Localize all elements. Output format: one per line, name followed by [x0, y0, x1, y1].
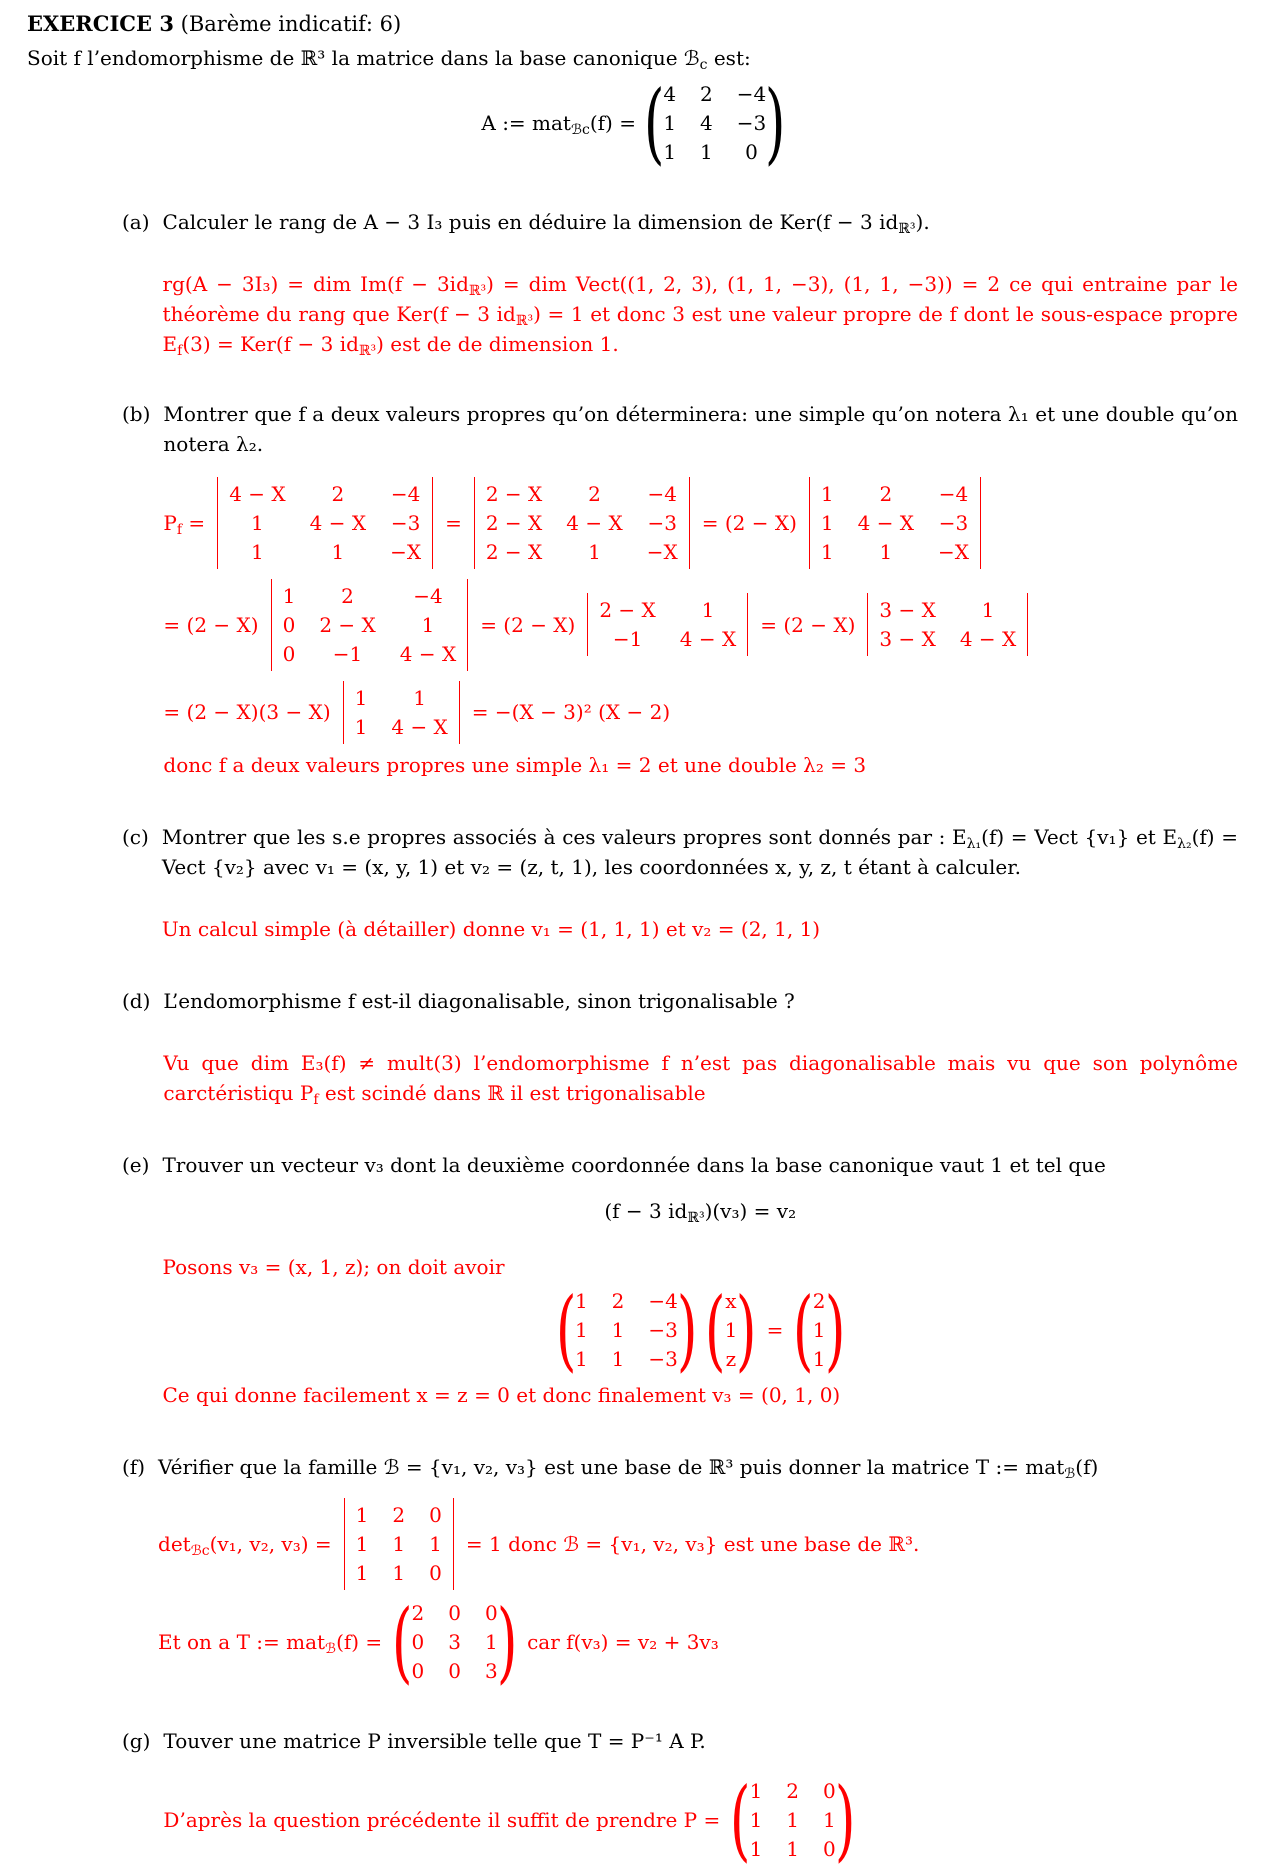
item-e-body — [162, 1150, 1238, 1410]
matrix-cell: 1 — [820, 510, 834, 535]
text-segment: ). — [915, 209, 930, 234]
matrix-cell: 0 — [823, 1778, 836, 1803]
item-e-display-equation — [162, 1196, 1238, 1226]
factor-2-minus-x: = (2 − X) — [163, 612, 259, 637]
matrix-cell: 2 — [700, 81, 713, 106]
matrix-cell: 1 — [701, 598, 715, 622]
left-paren: ( — [705, 1277, 726, 1381]
subscript: ℝ³ — [687, 1209, 705, 1226]
subscript: ℝ³ — [468, 282, 487, 299]
matrix-cell: 1 — [354, 714, 368, 739]
matrix-cell: −4 — [736, 81, 767, 106]
right-paren: ) — [676, 1277, 698, 1381]
matrix-t-lead — [158, 1627, 382, 1657]
text-segment: (f) = — [589, 110, 636, 135]
text-segment: ) = 1 et donc 3 est une valeur propre de f dont le sous-espace propre E — [162, 301, 1238, 356]
item-e-answer-conclusion: Ce qui donne facilement x = z = 0 et donc finalement v₃ = (0, 1, 0) — [162, 1382, 841, 1407]
matrix-cell: −3 — [938, 510, 969, 535]
matrix-cell: 1 — [354, 685, 368, 710]
item-a-body — [163, 207, 1238, 359]
determinant-7 — [343, 681, 460, 744]
matrix-cell: 0 — [823, 1836, 836, 1861]
matrix-cell: −X — [938, 539, 970, 564]
matrix-cell: 0 — [448, 1658, 461, 1683]
matrix-p-grid — [749, 1778, 837, 1862]
matrix-cell: 4 − X — [229, 481, 286, 506]
matrix-cell: 1 — [282, 583, 296, 608]
exercise-title — [27, 8, 1238, 41]
matrix-cell: 0 — [411, 1629, 425, 1654]
matrix-cell: 4 − X — [399, 641, 457, 666]
matrix-p-lead: D’après la question précédente il suffit de prendre P = — [163, 1807, 721, 1832]
matrix-cell: 1 — [429, 1531, 442, 1556]
unknown-vector — [705, 1277, 757, 1381]
subscript: ℬc — [570, 121, 590, 138]
item-c-body — [162, 822, 1238, 944]
matrix-cell: 1 — [812, 1317, 826, 1342]
text-segment: Vérifier que la famille ℬ = {v₁, v₂, v₃} est une base de ℝ³ puis donner la matrice T := mat — [158, 1454, 1065, 1479]
matrix-cell: 1 — [331, 539, 345, 564]
basis-determinant — [344, 1498, 454, 1590]
basis-determinant-line — [158, 1498, 1238, 1590]
subscript: ℬ — [325, 1640, 337, 1657]
matrix-cell: −X — [390, 539, 422, 564]
char-poly-line-2 — [163, 579, 1238, 671]
char-poly-line-3 — [163, 681, 1238, 744]
right-paren: ) — [496, 1589, 518, 1693]
matrix-cell: 1 — [879, 539, 893, 564]
matrix-cell: 0 — [411, 1658, 425, 1683]
matrix-cell: 0 — [745, 139, 758, 164]
factor-product: = (2 − X)(3 − X) — [163, 700, 331, 724]
matrix-cell: 4 − X — [857, 510, 915, 535]
item-g-text: Touver une matrice P inversible telle que T = P⁻¹ A P. — [163, 1728, 706, 1753]
matrix-cell: 0 — [282, 641, 296, 666]
matrix-cell: 1 — [588, 539, 601, 564]
matrix-cell: 1 — [981, 598, 995, 622]
matrix-cell: 1 — [574, 1317, 588, 1342]
matrix-cell: 2 — [392, 1502, 406, 1527]
matrix-cell: 4 − X — [679, 627, 737, 651]
item-f-text — [158, 1452, 1238, 1482]
text-segment: A := mat — [481, 110, 571, 135]
matrix-cell: 4 − X — [566, 510, 623, 535]
item-c-text — [162, 822, 1238, 882]
subscript: f — [176, 521, 183, 538]
matrix-cell: −4 — [647, 481, 677, 506]
text-segment: (v₁, v₂, v₃) = — [209, 1531, 332, 1556]
right-paren: ) — [736, 1277, 757, 1381]
text-segment: est scindé dans ℝ il est trigonalisable — [318, 1080, 706, 1105]
subscript: f — [313, 1091, 319, 1108]
matrix-cell: 1 — [251, 510, 264, 535]
matrix-cell: 2 − X — [485, 481, 543, 506]
subscript: ℬc — [190, 1542, 210, 1559]
subscript: ℝ³ — [898, 220, 916, 237]
left-paren: ( — [730, 1767, 751, 1871]
intro-text — [27, 43, 1238, 73]
matrix-a-lead — [481, 108, 636, 138]
matrix-cell: 2 − X — [319, 612, 376, 637]
matrix-cell: 1 — [355, 1531, 369, 1556]
item-e-text: Trouver un vecteur v₃ dont la deuxième coordonnée dans la base canonique vaut 1 et tel que — [162, 1152, 1106, 1177]
subscript: f — [177, 342, 183, 359]
matrix-cell: 1 — [355, 1502, 369, 1527]
text-segment: rg(A − 3I₃) = dim Im(f − 3id — [162, 271, 469, 296]
matrix-cell: −1 — [332, 641, 363, 666]
matrix-a-equation — [27, 70, 1238, 174]
text-segment: Soit f l’endomorphisme de ℝ³ la matrice dans la base canonique ℬ — [27, 45, 700, 70]
text-segment: ) est de de dimension 1. — [376, 331, 619, 356]
matrix-cell: −4 — [938, 481, 969, 506]
det-conclusion: = 1 donc ℬ = {v₁, v₂, v₃} est une base de ℝ³. — [465, 1531, 920, 1556]
item-c-answer: Un calcul simple (à détailler) donne v₁ = (1, 1, 1) et v₂ = (2, 1, 1) — [161, 916, 821, 941]
text-segment: est: — [707, 45, 751, 70]
item-d-body — [163, 986, 1238, 1108]
left-paren: ( — [392, 1589, 413, 1693]
matrix-cell: −4 — [648, 1288, 678, 1313]
matrix-cell: 1 — [574, 1288, 588, 1313]
text-segment: (f − 3 id — [604, 1198, 688, 1223]
matrix-cell: 2 − X — [485, 510, 543, 535]
determinant-1 — [217, 477, 433, 569]
matrix-a — [643, 70, 786, 174]
subscript: ℝ³ — [358, 342, 377, 359]
char-poly-result: = −(X − 3)² (X − 2) — [471, 700, 671, 724]
equals-sign: = — [445, 510, 462, 535]
matrix-cell: 0 — [282, 612, 296, 637]
exercise-sheet — [27, 8, 1238, 1871]
item-e-answer-intro: Posons v₃ = (x, 1, z); on doit avoir — [162, 1254, 505, 1279]
item-c-label: (c) — [122, 824, 149, 849]
equals-sign: = — [766, 1317, 784, 1342]
matrix-cell: 1 — [749, 1836, 763, 1861]
text-segment: = — [182, 510, 206, 535]
matrix-t-grid — [411, 1600, 499, 1684]
item-a-answer — [163, 269, 1238, 359]
matrix-cell: 1 — [663, 110, 677, 135]
matrix-cell: 2 — [411, 1600, 425, 1625]
matrix-cell: 1 — [663, 139, 677, 164]
matrix-cell: −3 — [648, 1317, 678, 1342]
matrix-cell: 1 — [611, 1346, 625, 1371]
right-paren: ) — [824, 1277, 845, 1381]
matrix-t-line — [158, 1589, 1238, 1693]
matrix-cell: 1 — [413, 685, 426, 710]
matrix-cell: 1 — [749, 1778, 763, 1803]
text-segment: (f) = Vect {v₁} et E — [981, 824, 1178, 849]
exercise-title-rest: (Barème indicatif: 6) — [173, 12, 402, 36]
item-b-body — [163, 399, 1238, 780]
matrix-cell: 2 — [611, 1288, 625, 1313]
matrix-cell: 2 − X — [599, 598, 656, 622]
text-segment: Montrer que les s.e propres associés à ces valeurs propres sont donnés par : E — [161, 824, 967, 849]
det-lead — [158, 1529, 332, 1559]
matrix-cell: 4 — [663, 81, 677, 106]
matrix-cell: 1 — [749, 1807, 763, 1832]
matrix-p-line — [163, 1767, 1238, 1871]
matrix-cell: 1 — [823, 1807, 836, 1832]
matrix-cell: 1 — [700, 139, 713, 164]
text-segment: P — [163, 510, 177, 535]
right-paren: ) — [765, 70, 786, 174]
text-segment: (f) = — [336, 1629, 383, 1654]
matrix-cell: −1 — [612, 627, 643, 651]
matrix-cell: 0 — [448, 1600, 461, 1625]
subscript: ℝ³ — [515, 312, 534, 329]
system-matrix — [555, 1277, 698, 1381]
determinant-5 — [587, 593, 748, 656]
matrix-cell: −4 — [390, 481, 421, 506]
matrix-cell: 1 — [812, 1346, 826, 1371]
item-e — [122, 1150, 1238, 1410]
matrix-cell: 1 — [574, 1346, 588, 1371]
matrix-cell: 3 — [485, 1658, 498, 1683]
matrix-cell: 3 − X — [879, 627, 936, 651]
matrix-cell: 2 − X — [485, 539, 543, 564]
matrix-cell: −4 — [413, 583, 443, 608]
matrix-cell: 0 — [429, 1502, 442, 1527]
item-b-text: Montrer que f a deux valeurs propres qu’on déterminera: une simple qu’on notera λ₁ et une double qu’on notera λ₂. — [163, 401, 1238, 456]
item-c — [122, 822, 1238, 944]
item-g — [122, 1726, 1238, 1871]
determinant-4 — [271, 579, 469, 671]
matrix-cell: 3 — [448, 1629, 461, 1654]
matrix-cell: 1 — [251, 539, 264, 564]
item-a-text — [163, 207, 1238, 237]
text-segment: ) = dim Vect((1, 2, 3), (1, 1, −3), (1, 1, −3)) = 2 ce qui entraine par le théorème du rang que Ker(f − 3 id — [162, 271, 1238, 326]
char-poly-line-1 — [163, 477, 1238, 569]
matrix-cell: 1 — [392, 1531, 406, 1556]
item-d-answer — [163, 1048, 1238, 1108]
matrix-cell: 3 − X — [879, 598, 936, 622]
matrix-cell: 4 − X — [391, 714, 448, 739]
matrix-cell: 1 — [786, 1807, 800, 1832]
matrix-cell: 1 — [820, 481, 834, 506]
matrix-cell: −3 — [648, 1346, 678, 1371]
text-segment: (f) — [1075, 1454, 1099, 1479]
matrix-cell: 2 — [588, 481, 601, 506]
matrix-p — [730, 1767, 856, 1871]
matrix-cell: 2 — [331, 481, 345, 506]
matrix-cell: 1 — [786, 1836, 800, 1861]
text-segment: Et on a T := mat — [158, 1629, 326, 1654]
matrix-cell: −X — [646, 539, 678, 564]
item-a — [122, 207, 1238, 359]
matrix-cell: 4 − X — [309, 510, 367, 535]
subscript: λ₁ — [966, 835, 982, 852]
matrix-cell: −3 — [736, 110, 767, 135]
matrix-cell: 2 — [786, 1778, 800, 1803]
text-segment: Calculer le rang de A − 3 I₃ puis en déduire la dimension de Ker(f − 3 id — [162, 209, 899, 234]
factor-2-minus-x: = (2 − X) — [701, 510, 797, 535]
text-segment: det — [158, 1531, 191, 1556]
subscript: c — [699, 56, 708, 73]
item-d-text: L’endomorphisme f est-il diagonalisable, sinon trigonalisable ? — [163, 988, 795, 1013]
factor-2-minus-x: = (2 − X) — [480, 612, 576, 637]
matrix-cell: −3 — [647, 510, 677, 535]
matrix-cell: 1 — [724, 1317, 738, 1342]
right-paren: ) — [834, 1767, 856, 1871]
item-b-label: (b) — [122, 401, 151, 426]
matrix-cell: z — [725, 1346, 737, 1371]
subscript: ℬ — [1064, 1465, 1076, 1482]
item-b — [122, 399, 1238, 780]
matrix-cell: 1 — [820, 539, 834, 564]
matrix-a-grid — [662, 81, 767, 165]
matrix-cell: 0 — [485, 1600, 498, 1625]
matrix-cell: 0 — [429, 1560, 442, 1585]
left-paren: ( — [793, 1277, 814, 1381]
matrix-cell: 4 − X — [959, 627, 1017, 651]
item-g-body — [163, 1726, 1238, 1871]
matrix-cell: 4 — [700, 110, 713, 135]
exercise-title-bold: EXERCICE 3 — [27, 11, 174, 36]
matrix-cell: 1 — [392, 1560, 406, 1585]
text-segment: (f) = Vect {v₂} avec v₁ = (x, y, 1) et v₂ = (z, t, 1), les coordonnées x, y, z, t étant à calculer. — [161, 824, 1238, 879]
matrix-cell: 1 — [485, 1629, 498, 1654]
matrix-cell: 1 — [421, 612, 435, 637]
result-vector — [793, 1277, 845, 1381]
item-f — [122, 1452, 1238, 1693]
left-paren: ( — [555, 1277, 577, 1381]
item-g-label: (g) — [122, 1728, 151, 1753]
text-segment: Vu que dim E₃(f) ≠ mult(3) l’endomorphisme f n’est pas diagonalisable mais vu que son polynôme carctéristiqu P — [163, 1050, 1238, 1105]
item-d — [122, 986, 1238, 1108]
item-b-conclusion: donc f a deux valeurs propres une simple λ₁ = 2 et une double λ₂ = 3 — [163, 752, 867, 777]
item-d-label: (d) — [122, 988, 151, 1013]
matrix-cell: 1 — [611, 1317, 625, 1342]
item-a-label: (a) — [122, 209, 150, 234]
system-matrix-grid — [574, 1288, 679, 1372]
item-f-label: (f) — [122, 1454, 146, 1479]
determinant-2 — [474, 477, 690, 569]
subscript: λ₂ — [1177, 835, 1192, 852]
matrix-cell: 2 — [879, 481, 893, 506]
determinant-3 — [809, 477, 981, 569]
text-segment: )(v₃) = v₂ — [704, 1198, 797, 1223]
matrix-t — [392, 1589, 518, 1693]
matrix-cell: 1 — [355, 1560, 369, 1585]
item-e-matrix-equation — [162, 1277, 1238, 1381]
matrix-cell: 2 — [341, 583, 354, 608]
matrix-cell: 2 — [812, 1288, 826, 1313]
determinant-6 — [867, 593, 1028, 656]
item-e-label: (e) — [122, 1152, 150, 1177]
matrix-cell: −3 — [390, 510, 421, 535]
factor-2-minus-x: = (2 − X) — [760, 612, 856, 637]
matrix-cell: x — [725, 1288, 737, 1313]
left-paren: ( — [643, 70, 665, 174]
pf-lead — [163, 508, 205, 538]
text-segment: (3) = Ker(f − 3 id — [182, 331, 359, 356]
item-f-body — [158, 1452, 1238, 1693]
matrix-t-reason: car f(v₃) = v₂ + 3v₃ — [527, 1629, 719, 1654]
